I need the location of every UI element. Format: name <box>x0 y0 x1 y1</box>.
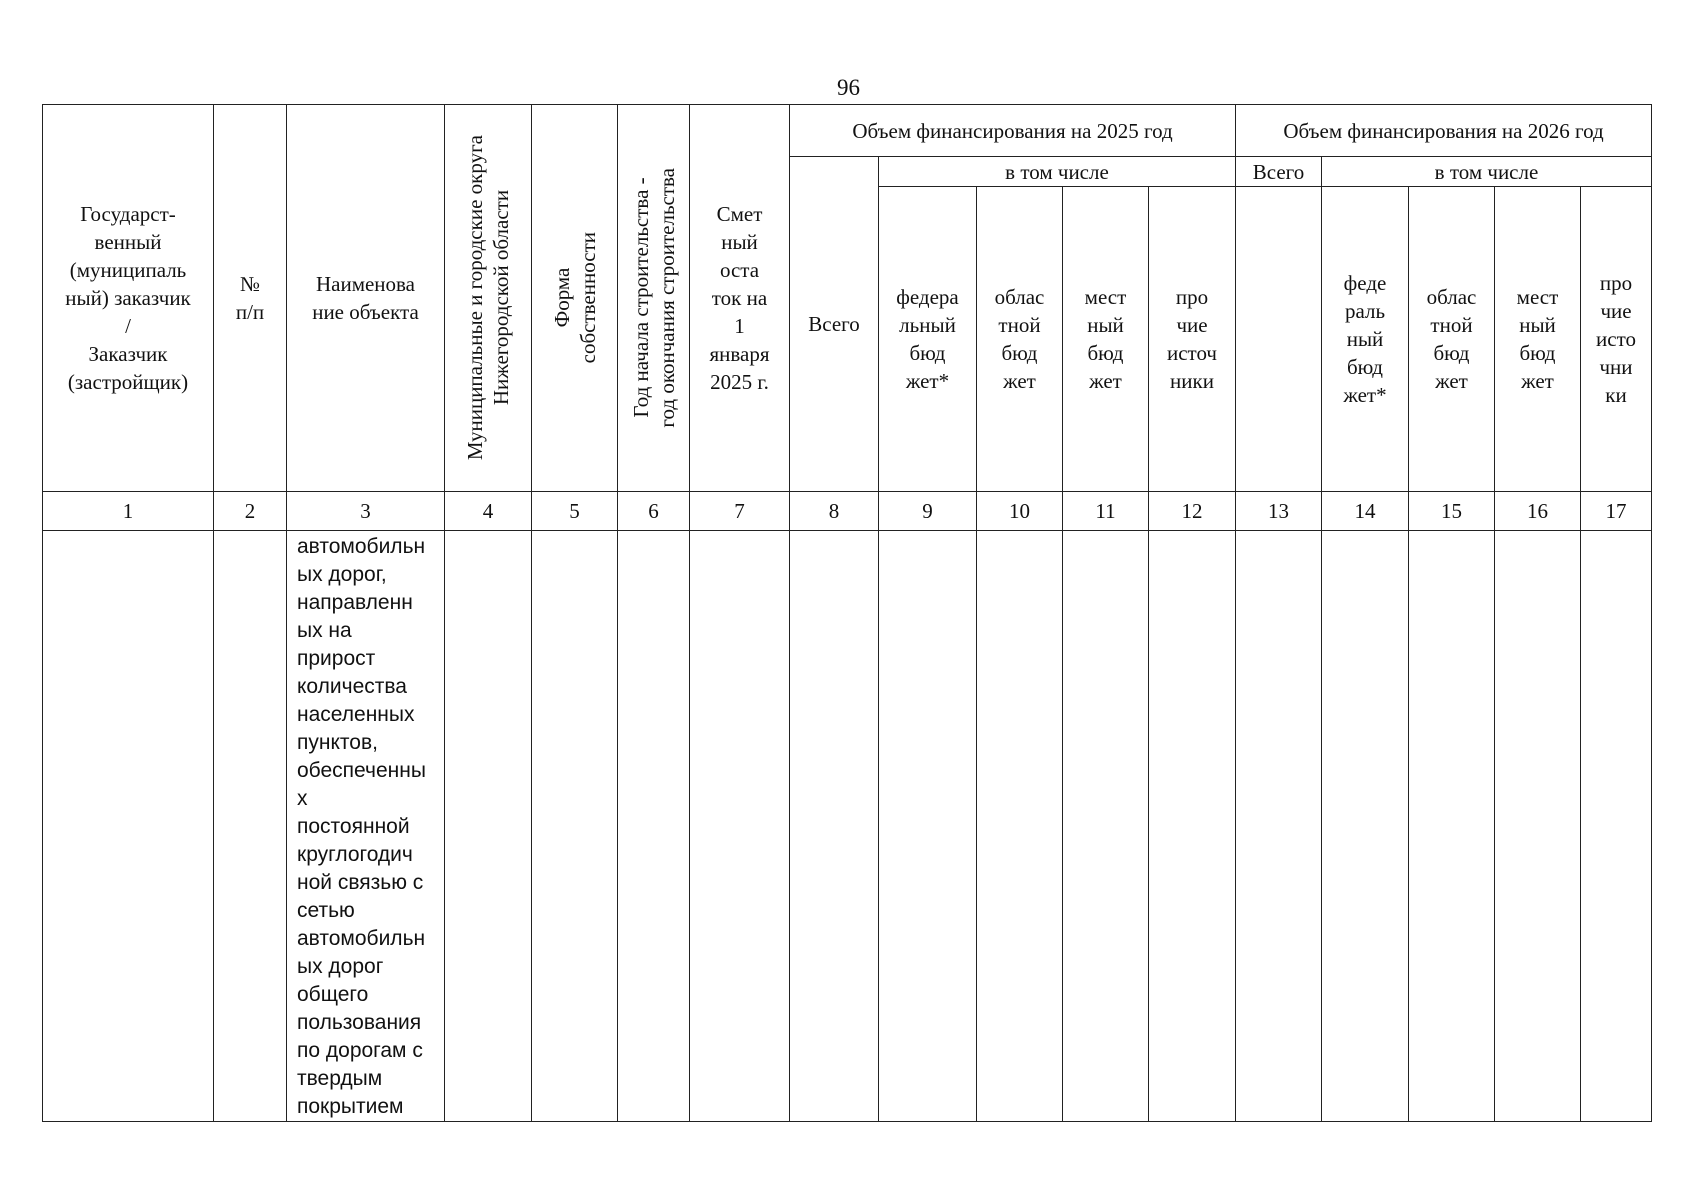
table-row <box>43 531 1652 1122</box>
header-federal-2026: феде раль ный бюд жет* <box>1322 187 1409 492</box>
header-financing-2025: Объем финансирования на 2025 год <box>790 105 1236 157</box>
header-other-2026: про чие исто чни ки <box>1581 187 1652 492</box>
header-municipal-districts-label: Муниципальные и городские округа Нижегородской области <box>463 135 513 461</box>
cell-regional-2025 <box>977 531 1063 1122</box>
cell-ownership <box>532 531 618 1122</box>
column-number: 17 <box>1581 492 1652 531</box>
header-construction-years <box>618 105 690 492</box>
header-object-name: Наименова ние объекта <box>287 105 445 492</box>
column-number: 15 <box>1409 492 1495 531</box>
column-number: 8 <box>790 492 879 531</box>
page-number: 96 <box>837 75 860 100</box>
header-local-2026: мест ный бюд жет <box>1495 187 1581 492</box>
cell-number <box>214 531 287 1122</box>
header-other-2025: про чие источ ники <box>1149 187 1236 492</box>
column-number: 6 <box>618 492 690 531</box>
header-regional-2026: облас тной бюд жет <box>1409 187 1495 492</box>
cell-total-2025 <box>790 531 879 1122</box>
cell-years <box>618 531 690 1122</box>
column-number: 14 <box>1322 492 1409 531</box>
column-number: 2 <box>214 492 287 531</box>
column-number: 4 <box>445 492 532 531</box>
cell-total-2026 <box>1236 531 1322 1122</box>
header-ownership-form-label: Форма собственности <box>549 232 600 364</box>
cell-local-2025 <box>1063 531 1149 1122</box>
column-number: 7 <box>690 492 790 531</box>
column-number: 12 <box>1149 492 1236 531</box>
cell-customer <box>43 531 214 1122</box>
header-regional-2025: облас тной бюд жет <box>977 187 1063 492</box>
column-number: 5 <box>532 492 618 531</box>
header-total-2026-blank <box>1236 187 1322 492</box>
header-ownership-form <box>532 105 618 492</box>
cell-districts <box>445 531 532 1122</box>
header-including-2026: в том числе <box>1322 157 1652 187</box>
financing-table <box>42 104 1652 1122</box>
header-construction-years-label: Год начала строительства - год окончания строительства <box>628 168 679 428</box>
cell-federal-2025 <box>879 531 977 1122</box>
column-number: 11 <box>1063 492 1149 531</box>
column-number: 3 <box>287 492 445 531</box>
header-customer: Государст- венный (муниципаль ный) заказчик / Заказчик (застройщик) <box>43 105 214 492</box>
header-financing-2026: Объем финансирования на 2026 год <box>1236 105 1652 157</box>
cell-other-2026 <box>1581 531 1652 1122</box>
column-number: 10 <box>977 492 1063 531</box>
header-including-2025: в том числе <box>879 157 1236 187</box>
column-number: 13 <box>1236 492 1322 531</box>
cell-local-2026 <box>1495 531 1581 1122</box>
cell-regional-2026 <box>1409 531 1495 1122</box>
cell-object-name: автомобильн ых дорог, направленн ых на прирост количества населенных пунктов, обеспеченны х постоянной круглогодич ной связью с сетью автомобильн ых дорог общего пользования по дорогам с твердым покрытием <box>287 531 445 1122</box>
cell-other-2025 <box>1149 531 1236 1122</box>
cell-balance <box>690 531 790 1122</box>
header-number: № п/п <box>214 105 287 492</box>
header-estimated-balance: Смет ный оста ток на 1 января 2025 г. <box>690 105 790 492</box>
column-number: 9 <box>879 492 977 531</box>
header-municipal-districts <box>445 105 532 492</box>
column-number: 16 <box>1495 492 1581 531</box>
header-total-2025: Всего <box>790 157 879 492</box>
header-total-2026: Всего <box>1236 157 1322 187</box>
column-number: 1 <box>43 492 214 531</box>
cell-federal-2026 <box>1322 531 1409 1122</box>
header-local-2025: мест ный бюд жет <box>1063 187 1149 492</box>
header-federal-2025: федера льный бюд жет* <box>879 187 977 492</box>
